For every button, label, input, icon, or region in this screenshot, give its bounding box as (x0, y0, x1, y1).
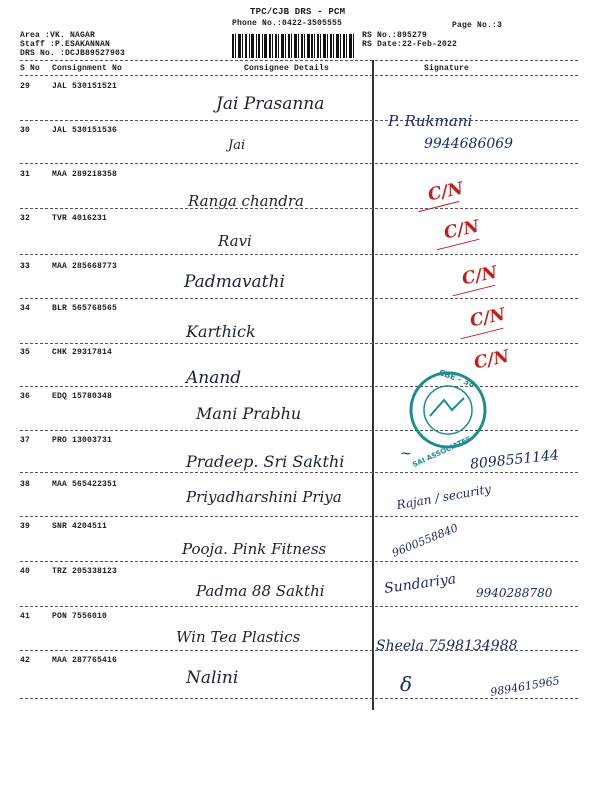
row-rule (20, 343, 578, 344)
row-consignee: Padmavathi (184, 272, 285, 292)
signature-row-30: P. Rukmani (388, 112, 473, 130)
row-sno: 30 (20, 126, 31, 135)
row-consignment: TRZ 205338123 (52, 567, 118, 576)
row-sno: 39 (20, 522, 31, 531)
row-consignee: Nalini (186, 668, 239, 688)
phone-number: Phone No.:0422-3505555 (232, 19, 343, 28)
row-consignment: MAA 289218358 (52, 170, 118, 179)
column-sno: S No (20, 64, 41, 73)
staff-label: Staff :P.ESAKANNAN (20, 40, 111, 49)
row-sno: 41 (20, 612, 31, 621)
row-rule (20, 472, 578, 473)
row-consignee: Ranga chandra (188, 192, 304, 210)
row-consignment: EDQ 15780348 (52, 392, 113, 401)
row-consignee: Pooja. Pink Fitness (182, 540, 327, 558)
cn-mark: C/N (460, 262, 499, 290)
row-rule (20, 516, 578, 517)
signature-row-42-phone: 9894615965 (489, 674, 561, 699)
row-consignee: Win Tea Plastics (176, 628, 301, 646)
row-rule (20, 298, 578, 299)
row-sno: 31 (20, 170, 31, 179)
row-rule (20, 430, 578, 431)
row-rule (20, 163, 578, 164)
sheet-title: TPC/CJB DRS - PCM (250, 7, 346, 17)
row-sno: 34 (20, 304, 31, 313)
stamp-top-text: CBE - 38 (437, 367, 476, 390)
area-label: Area :VK. NAGAR (20, 31, 96, 40)
row-rule (20, 254, 578, 255)
row-consignment: TVR 4016231 (52, 214, 108, 223)
row-rule (20, 561, 578, 562)
header-rule-top (20, 60, 578, 61)
row-consignment: PRO 13003731 (52, 436, 113, 445)
row-rule (20, 120, 578, 121)
column-consignee: Consignee Details (244, 64, 330, 73)
row-consignment: CHK 29317814 (52, 348, 113, 357)
signature-column-divider (372, 60, 374, 710)
row-sno: 35 (20, 348, 31, 357)
barcode-image (232, 34, 354, 58)
stamp-side-text: SAI ASSOCIATES (411, 434, 473, 470)
row-rule (20, 386, 578, 387)
row-consignee: Anand (186, 368, 242, 388)
row-consignee: Priyadharshini Priya (186, 488, 342, 506)
row-consignment: BLR 565768565 (52, 304, 118, 313)
row-sno: 36 (20, 392, 31, 401)
signature-row-39: 9600558840 (390, 521, 460, 560)
page-number: Page No.:3 (452, 21, 503, 30)
row-sno: 38 (20, 480, 31, 489)
cn-mark: C/N (426, 178, 465, 206)
signature-row-40: Sundariya (383, 571, 458, 597)
rs-number: RS No.:895279 (362, 31, 428, 40)
row-consignee: Pradeep. Sri Sakthi (186, 452, 345, 471)
rs-date: RS Date:22-Feb-2022 (362, 40, 458, 49)
row-consignment: PON 7556010 (52, 612, 108, 621)
row-sno: 29 (20, 82, 31, 91)
cn-mark: C/N (442, 216, 481, 244)
row-consignment: JAL 530151536 (52, 126, 118, 135)
row-sno: 40 (20, 567, 31, 576)
signature-row-37-phone: 8098551144 (469, 447, 560, 473)
row-rule (20, 606, 578, 607)
row-consignee: Jai (228, 138, 246, 153)
row-consignee: Ravi (218, 232, 252, 250)
signature-row-41: Sheela 7598134988 (376, 638, 518, 654)
signature-row-37: ~ (400, 446, 412, 462)
column-signature: Signature (424, 64, 470, 73)
row-rule (20, 208, 578, 209)
row-consignee: Padma 88 Sakthi (196, 582, 325, 600)
row-sno: 33 (20, 262, 31, 271)
column-consignment: Consignment No (52, 64, 123, 73)
row-consignee: Karthick (186, 322, 256, 341)
signature-row-40-phone: 9940288780 (476, 586, 553, 600)
row-consignment: MAA 565422351 (52, 480, 118, 489)
drs-number: DRS No. :DCJB89527903 (20, 49, 126, 58)
signature-row-42-mark: δ (400, 672, 413, 696)
signature-row-30-phone: 9944686069 (424, 136, 514, 152)
row-consignee: Jai Prasanna (216, 94, 325, 114)
row-consignee: Mani Prabhu (196, 404, 302, 423)
row-consignment: JAL 530151521 (52, 82, 118, 91)
row-sno: 37 (20, 436, 31, 445)
row-consignment: MAA 287765416 (52, 656, 118, 665)
company-stamp (408, 367, 488, 450)
row-consignment: MAA 285668773 (52, 262, 118, 271)
row-sno: 42 (20, 656, 31, 665)
cn-mark: C/N (468, 304, 507, 332)
cn-mark: C/N (472, 346, 511, 374)
header-rule-bottom (20, 75, 578, 76)
row-sno: 32 (20, 214, 31, 223)
signature-row-38: Rajan / security (395, 481, 493, 513)
row-consignment: SNR 4204511 (52, 522, 108, 531)
